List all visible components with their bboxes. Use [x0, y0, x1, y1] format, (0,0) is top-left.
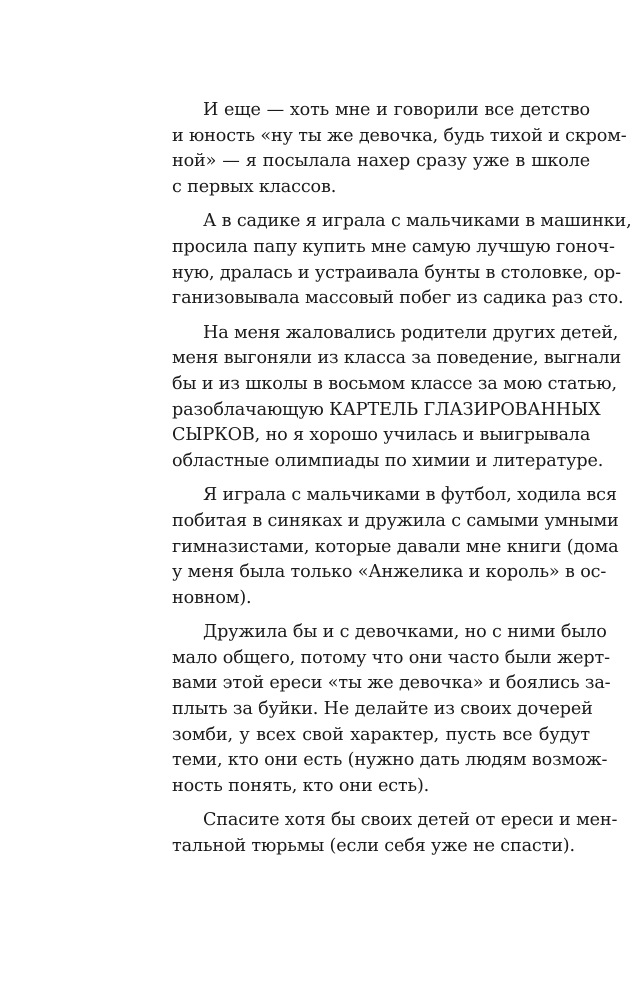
text-line: А в садике я играла с мальчиками в машинки,	[203, 211, 632, 232]
text-line: Спасите хотя бы своих детей от ереси и мен-	[203, 810, 618, 831]
text-line: у меня была только «Анжелика и король» в ос-	[172, 562, 607, 583]
body-text	[172, 98, 632, 869]
text-line: Дружила бы и с девочками, но с ними было	[203, 622, 607, 643]
paragraph-1	[172, 98, 627, 200]
paragraph-3	[172, 321, 622, 475]
text-line: ной» — я посылала нахер сразу уже в школе	[172, 151, 590, 172]
text-line: И еще — хоть мне и говорили все детство	[203, 100, 590, 120]
text-line: ганизовывала массовый побег из садика раз сто.	[172, 288, 624, 309]
text-line: побитая в синяках и дружила с самыми умными	[172, 510, 619, 531]
text-line: меня выгоняли из класса за поведение, выгнали	[172, 348, 622, 369]
text-line: ность понять, кто они есть).	[172, 775, 430, 796]
text-line: мало общего, потому что они часто были жерт-	[172, 647, 610, 668]
text-line: плыть за буйки. Не делайте из своих дочерей	[172, 699, 593, 720]
text-line: Я играла с мальчиками в футбол, ходила вся	[203, 485, 617, 506]
text-line: тальной тюрьмы (если себя уже не спасти).	[172, 836, 575, 857]
paragraph-4	[172, 483, 619, 611]
text-line: просила папу купить мне самую лучшую гоноч-	[172, 236, 615, 257]
text-line: и юность «ну ты же девочка, будь тихой и скром-	[172, 125, 627, 146]
text-line: разоблачающую КАРТЕЛЬ ГЛАЗИРОВАННЫХ	[172, 399, 601, 420]
text-line: с первых классов.	[172, 176, 337, 197]
paragraph-5	[172, 620, 611, 799]
text-line: теми, кто они есть (нужно дать людям возмож-	[172, 750, 608, 771]
text-line: вами этой ереси «ты же девочка» и боялись за-	[172, 673, 611, 694]
text-line: новном).	[172, 587, 252, 608]
text-line: зомби, у всех свой характер, пусть все будут	[172, 724, 590, 745]
text-line: бы и из школы в восьмом классе за мою статью,	[172, 373, 617, 394]
text-line: СЫРКОВ, но я хорошо училась и выигрывала	[172, 425, 591, 446]
text-line: ную, дралась и устраивала бунты в столовке, ор-	[172, 262, 621, 283]
paragraph-2	[172, 209, 632, 311]
text-line: гимназистами, которые давали мне книги (дома	[172, 536, 619, 557]
paragraph-6	[172, 808, 618, 859]
text-line: На меня жаловались родители других детей,	[203, 322, 619, 343]
text-line: областные олимпиады по химии и литературе.	[172, 450, 604, 471]
